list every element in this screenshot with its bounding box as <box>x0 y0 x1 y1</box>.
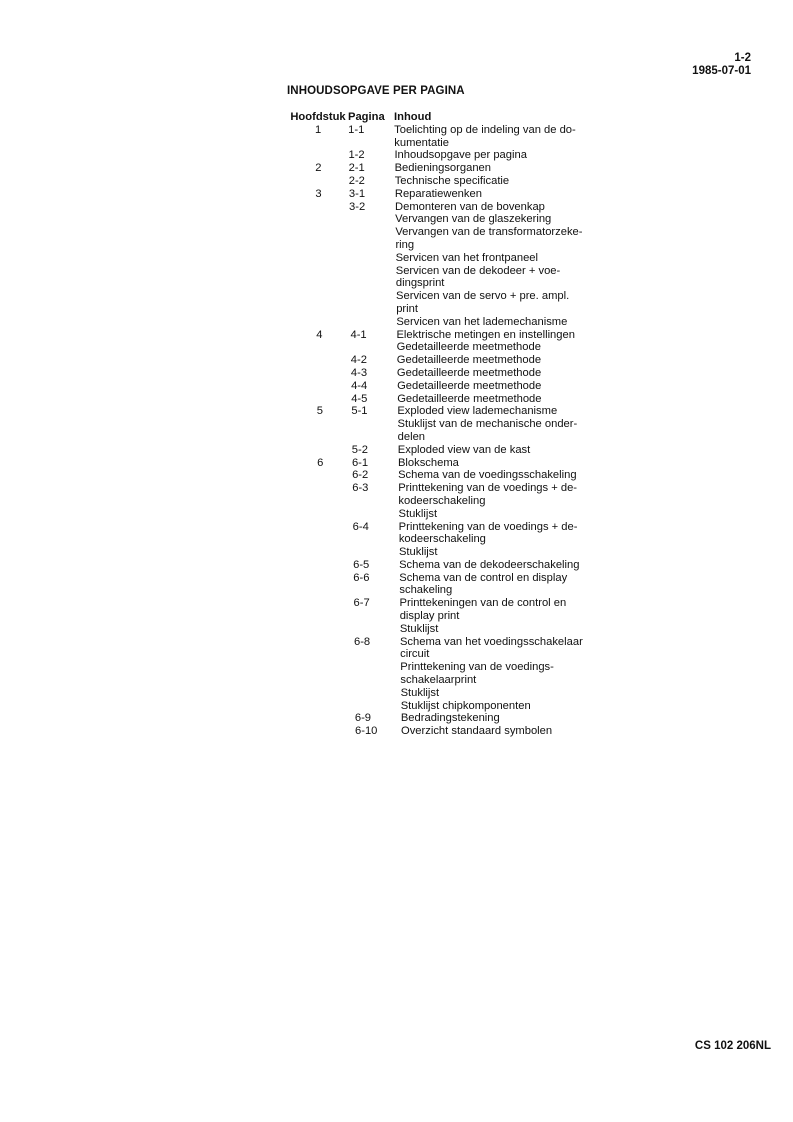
table-row <box>0 469 793 482</box>
content-text: kodeerschakeling <box>398 494 486 507</box>
content-text: Vervangen van de transformatorzeke- <box>395 226 583 239</box>
page-number: 1-2 <box>734 52 751 64</box>
table-row <box>0 712 793 725</box>
content-text: schakelaarprint <box>400 674 477 687</box>
content-text: Blokschema <box>397 456 459 469</box>
content-text: Gedetailleerde meetmethode <box>396 354 542 367</box>
content-text: Stuklijst <box>398 546 438 559</box>
content-text: Bedradingstekening <box>400 712 500 725</box>
toc-header-row <box>0 111 793 124</box>
table-row <box>0 265 793 278</box>
table-row <box>0 546 793 559</box>
table-row <box>0 508 793 521</box>
column-header-inhoud: Inhoud <box>394 111 432 123</box>
page-ref: 6-4 <box>352 520 369 533</box>
content-text: Gedetailleerde meetmethode <box>396 341 541 354</box>
column-header-pagina: Pagina <box>348 111 385 123</box>
content-text: schakeling <box>399 584 453 597</box>
table-of-contents <box>0 111 793 738</box>
content-text: Technische specificatie <box>394 174 510 187</box>
content-text: dingsprint <box>395 277 445 290</box>
content-text: Vervangen van de glaszekering <box>395 213 552 226</box>
content-text: Printtekening van de voedings + de- <box>398 520 578 533</box>
document-code: CS 102 206NL <box>694 1040 771 1052</box>
content-text: Gedetailleerde meetmethode <box>397 392 542 405</box>
content-text: Servicen van de servo + pre. ampl. <box>396 290 570 303</box>
table-row <box>0 648 793 661</box>
table-row <box>0 482 793 495</box>
table-row <box>0 341 793 354</box>
content-text: Demonteren van de bovenkap <box>395 200 545 213</box>
page-ref: 6-5 <box>353 558 370 571</box>
table-row <box>0 674 793 687</box>
page-ref: 6-1 <box>351 456 369 469</box>
content-text: Stuklijst <box>398 507 438 520</box>
column-header-hoofdstuk: Hoofdstuk <box>290 111 346 123</box>
content-text: Reparatiewenken <box>394 187 482 200</box>
page-ref: 3-2 <box>349 200 366 213</box>
table-row <box>0 431 793 444</box>
page-title: INHOUDSOPGAVE PER PAGINA <box>287 85 465 97</box>
table-row <box>0 393 793 406</box>
table-row <box>0 188 793 201</box>
table-row <box>0 572 793 585</box>
table-row <box>0 137 793 150</box>
page-date: 1985-07-01 <box>692 65 751 77</box>
page-ref: 6-3 <box>352 482 369 495</box>
table-row <box>0 418 793 431</box>
table-row <box>0 380 793 393</box>
table-row <box>0 367 793 380</box>
page-ref: 1-1 <box>348 123 365 136</box>
content-text: Schema van het voedingsschakelaar <box>399 635 583 648</box>
table-row <box>0 405 793 418</box>
table-row <box>0 290 793 303</box>
content-text: Servicen van het frontpaneel <box>395 251 539 264</box>
content-text: Gedetailleerde meetmethode <box>397 379 542 392</box>
table-row <box>0 687 793 700</box>
chapter-number: 3 <box>315 187 322 200</box>
page-ref: 3-1 <box>348 187 366 200</box>
page-ref: 6-8 <box>353 635 371 648</box>
table-row <box>0 149 793 162</box>
page-ref: 6-7 <box>353 597 370 610</box>
table-row <box>0 495 793 508</box>
table-row <box>0 521 793 534</box>
content-text: ring <box>395 238 415 251</box>
table-row <box>0 213 793 226</box>
page-ref: 4-2 <box>350 354 367 367</box>
content-text: Exploded view van de kast <box>397 443 531 456</box>
table-row <box>0 277 793 290</box>
table-row <box>0 661 793 674</box>
content-text: Stuklijst chipkomponenten <box>400 699 531 712</box>
content-text: Servicen van het lademechanisme <box>396 315 568 328</box>
content-text: Bedieningsorganen <box>394 162 491 175</box>
chapter-number: 1 <box>314 123 322 136</box>
content-text: print <box>396 302 418 315</box>
table-row <box>0 597 793 610</box>
page-ref: 4-1 <box>350 328 367 341</box>
page-ref: 1-2 <box>348 149 365 162</box>
table-row <box>0 329 793 342</box>
content-text: Stuklijst <box>399 622 439 635</box>
content-text: Schema van de control en display <box>399 571 568 584</box>
table-row <box>0 559 793 572</box>
page-ref: 2-2 <box>348 174 365 187</box>
content-text: circuit <box>400 648 430 661</box>
content-text: display print <box>399 610 460 623</box>
content-text: kodeerschakeling <box>398 533 486 546</box>
page-ref: 4-5 <box>351 392 368 405</box>
content-text: Inhoudsopgave per pagina <box>394 149 527 162</box>
table-row <box>0 226 793 239</box>
table-row <box>0 636 793 649</box>
page-ref: 5-1 <box>351 405 368 418</box>
content-text: Printtekening van de voedings- <box>400 661 554 674</box>
page-ref: 4-4 <box>351 379 368 392</box>
chapter-number: 2 <box>315 162 322 175</box>
content-text: Toelichting op de indeling van de do- <box>394 123 576 136</box>
content-text: Elektrische metingen en instellingen <box>396 328 575 341</box>
table-row <box>0 354 793 367</box>
table-row <box>0 457 793 470</box>
table-row <box>0 533 793 546</box>
content-text: Servicen van de dekodeer + voe- <box>395 264 561 277</box>
table-row <box>0 700 793 713</box>
page-ref: 2-1 <box>348 162 365 175</box>
content-text: Stuklijst <box>400 686 440 699</box>
table-row <box>0 201 793 214</box>
page-ref: 6-10 <box>355 725 378 738</box>
table-row <box>0 584 793 597</box>
table-row <box>0 444 793 457</box>
content-text: Exploded view lademechanisme <box>397 405 558 418</box>
chapter-number: 6 <box>317 456 324 469</box>
content-text: Overzicht standaard symbolen <box>401 725 553 738</box>
content-text: delen <box>397 430 426 443</box>
table-row <box>0 175 793 188</box>
content-text: Gedetailleerde meetmethode <box>396 366 542 379</box>
table-row <box>0 239 793 252</box>
content-text: Schema van de voedingsschakeling <box>398 469 577 482</box>
table-row <box>0 610 793 623</box>
table-row <box>0 725 793 738</box>
page-ref: 6-6 <box>353 571 370 584</box>
page-ref: 6-2 <box>352 469 369 482</box>
table-row <box>0 623 793 636</box>
table-row <box>0 316 793 329</box>
page-ref: 4-3 <box>350 366 368 379</box>
content-text: Schema van de dekodeerschakeling <box>399 558 580 571</box>
page-ref: 6-9 <box>354 712 372 725</box>
chapter-number: 4 <box>316 328 323 341</box>
chapter-number: 5 <box>316 405 324 418</box>
table-row <box>0 303 793 316</box>
content-text: kumentatie <box>394 136 450 149</box>
table-row <box>0 124 793 137</box>
content-text: Printtekening van de voedings + de- <box>398 482 578 495</box>
content-text: Stuklijst van de mechanische onder- <box>397 418 578 431</box>
content-text: Printtekeningen van de control en <box>399 597 567 610</box>
table-row <box>0 252 793 265</box>
table-row <box>0 162 793 175</box>
page-ref: 5-2 <box>351 443 368 456</box>
